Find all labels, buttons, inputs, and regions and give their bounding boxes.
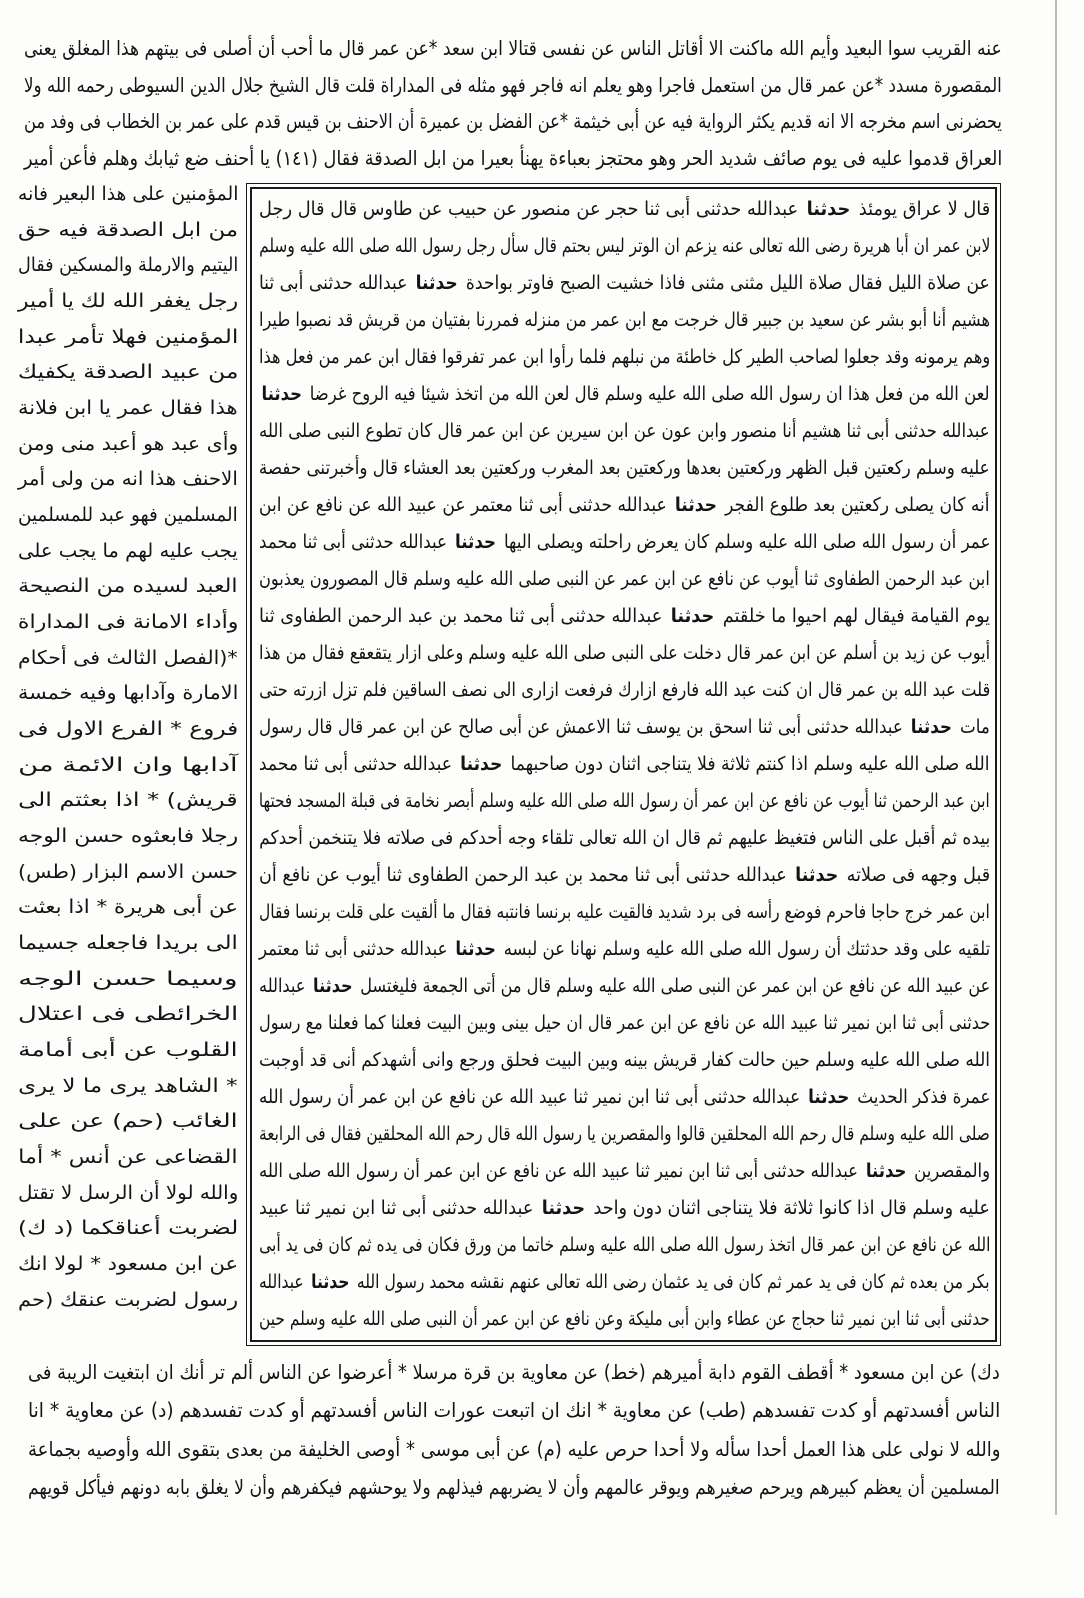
main-line (259, 561, 990, 598)
top-line-text: العراق قدموا عليه فى يوم صائف شديد الحر وهو محتجز بعباءة يهنأ بعيرا من ابل الصدقة فقال (١٤١) يا أحنف ضع ثيابك وهلم فأعن أمير (23, 145, 1003, 170)
margin-line-text: وأداء الامانة فى المداراة (17, 611, 238, 634)
main-line (259, 191, 990, 228)
haddathana-marker: حدثنا (454, 531, 496, 553)
main-line (259, 968, 990, 1005)
main-line (259, 635, 990, 672)
main-line-text: الله عن نافع عن ابن عمر قال اتخذ رسول الله صلى الله عليه وسلم خاتما من ورق فكان فى يده ثم كان فى يد أبى (258, 1234, 990, 1256)
main-text-block (259, 191, 990, 1338)
main-line (259, 931, 990, 968)
margin-line-text: من عبيد الصدقة يكفيك (17, 361, 238, 384)
main-line (259, 524, 990, 561)
margin-line-text: الى بريدا فاجعله جسيما (18, 932, 238, 955)
margin-line-text: آدابها وان الائمة من (18, 753, 238, 776)
main-line (259, 450, 990, 487)
margin-line-text: الامارة وآدابها وفيه خمسة (17, 682, 238, 705)
haddathana-marker: حدثنا (460, 753, 503, 775)
main-line (259, 1116, 990, 1153)
bottom-line-text: دك) عن ابن مسعود * أقطف القوم دابة أميرهم (خط) عن معاوية بن قرة مرسلا * أعرضوا عن الناس ألم تر أنك ان ابتغيت الريبة فى (28, 1360, 1000, 1384)
haddathana-marker: حدثنا (541, 1197, 586, 1219)
haddathana-marker: حدثنا (865, 1160, 907, 1182)
main-line-text: بكر من بعده ثم كان فى يد عمر ثم كان فى يد عثمان رضى الله تعالى عنهم نقشه محمد رسول الله حدثنا عبدالله (259, 1271, 990, 1293)
main-line-text: قال لا عراق يومئذ حدثنا عبدالله حدثنى أبى ثنا حجر عن منصور عن حبيب عن طاوس قال قال رجل (258, 198, 990, 220)
margin-line-text: * الشاهد يرى ما لا يرى (18, 1074, 238, 1097)
top-line (24, 30, 1002, 67)
top-margin-text-block (24, 30, 1002, 176)
bottom-line (28, 1468, 1000, 1506)
top-line (24, 103, 1002, 140)
bottom-line-text: المسلمين أن يعظم كبيرهم ويرحم صغيرهم ويوقر عالمهم وأن لا يضربهم فيذلهم ولا يوحشهم فيكفرهم وأن لا يغلق بابه دونهم فيأكل قويهم (28, 1474, 1000, 1499)
main-line-text: أيوب عن زيد بن أسلم عن ابن عمر قال دخلت على النبى صلى الله عليه وسلم وعلى ازار يتقعقع فقال من هذا (258, 642, 990, 664)
margin-line-text: وأى عبد هو أعبد منى ومن (17, 432, 238, 455)
main-line (259, 672, 990, 709)
main-line-text: ابن عبد الرحمن ثنا أيوب عن نافع عن ابن عمر أن رسول الله صلى الله عليه وسلم أبصر نخامة فى قبلة المسجد فحتها (259, 790, 990, 812)
main-line (259, 894, 990, 931)
scan-edge-line (1055, 0, 1057, 1515)
margin-line-text: القضاعى عن أنس * أما (18, 1146, 238, 1169)
main-line-text: ابن عمر خرج حاجا فاحرم فوضع رأسه فى برد شديد فالقيت عليه برنسا فانتبه فقال ما ألقيت على قلت برنسا فقال (259, 901, 990, 923)
margin-line-text: وسيما حسن الوجه (18, 967, 238, 990)
bottom-margin-text-block (28, 1353, 1000, 1506)
main-line (259, 228, 990, 265)
main-line-text: قبل وجهه فى صلاته حدثنا عبدالله حدثنى أبى ثنا محمد بن عبد الرحمن الطفاوى ثنا أيوب عن نافع أن (258, 864, 990, 886)
main-line-text: لعن الله من فعل هذا ان رسول الله صلى الله عليه وسلم قال لعن الله من اتخذ شيئا فيه الروح غرضا حدثنا (259, 376, 990, 413)
haddathana-marker: حدثنا (455, 938, 496, 960)
main-line-text: وهم يرمونه وقد جعلوا لصاحب الطير كل خاطئة من نبلهم فلما رأوا ابن عمر تفرقوا فقال ابن عمر من فعل هذا (258, 346, 990, 368)
haddathana-marker: حدثنا (675, 494, 718, 516)
main-line-text: بيده ثم أقبل على الناس فتغيظ عليهم ثم قال ان الله تعالى تلقاء وجه أحدكم فى صلاته فلا يتنخمن أحدكم (258, 827, 990, 849)
main-line-text: هشيم أنا أبو بشر عن سعيد بن جبير قال خرجت مع ابن عمر من منزله فمررنا بفتيان من قريش قد نصبوا طيرا (258, 309, 990, 331)
margin-line-text: من ابل الصدقة فيه حق (17, 218, 238, 241)
margin-line-text: الخرائطى فى اعتلال (17, 1003, 238, 1026)
haddathana-marker: حدثنا (807, 1086, 849, 1108)
margin-line-text: *(الفصل الثالث فى أحكام (18, 646, 238, 669)
margin-line-text: قريش) * اذا بعثتم الى (18, 789, 238, 812)
haddathana-marker: حدثنا (312, 975, 353, 997)
margin-line-text: هذا فقال عمر يا ابن فلانة (18, 397, 238, 420)
main-line (259, 1264, 990, 1301)
main-line-text: قلت عبد الله بن عمر قال ان كنت عبد الله فارفع ازارك فرفعت ازارى الى نصف الساقين فلم تزل ازرته حتى (258, 679, 990, 701)
main-line (259, 783, 990, 820)
top-line (24, 140, 1002, 177)
main-line-text: لابن عمر ان أبا هريرة رضى الله تعالى عنه يزعم ان الوتر ليس بحتم قال سأل رجل رسول الله صلى الله عليه وسلم (258, 235, 990, 257)
haddathana-marker: حدثنا (910, 716, 953, 738)
margin-line-text: حسن الاسم البزار (طس) (18, 860, 238, 883)
haddathana-marker: حدثنا (806, 198, 851, 220)
main-line-text: يوم القيامة فيقال لهم احيوا ما خلقتم حدثنا عبدالله حدثنى أبى ثنا محمد بن عبد الرحمن الطفاوى ثنا (258, 605, 990, 627)
bottom-line (28, 1353, 1000, 1391)
top-line (24, 67, 1002, 104)
margin-line-text: عن ابن مسعود * لولا انك (17, 1253, 238, 1276)
margin-line-text: المؤمنين فهلا تأمر عبدا (17, 325, 238, 348)
bottom-line (28, 1430, 1000, 1468)
top-line-text: عنه القريب سوا البعيد وأيم الله ماكنت الا أقاتل الناس عن نفسى قتالا ابن سعد *عن عمر قال ما أحب أن أصلى فى بيتهم هذا المغلق يعنى (24, 36, 1002, 60)
margin-line-text: اليتيم والارملة والمسكين فقال (17, 254, 238, 277)
main-line (259, 598, 990, 635)
main-line-text: الله صلى الله عليه وسلم اذا كنتم ثلاثة فلا يتناجى اثنان دون صاحبهما حدثنا عبدالله حدثنى أبى ثنا محمد (259, 753, 990, 775)
margin-line-text: العبد لسيده من النصيحة (18, 575, 238, 598)
main-line-text: صلى الله عليه وسلم قال رحم الله المحلقين قالوا والمقصرين يا رسول الله قال رحم الله المحلقين فقال فى الرابعة (259, 1123, 990, 1145)
margin-line-text: عن أبى هريرة * اذا بعثت (18, 896, 238, 919)
main-line-text: حدثنى أبى ثنا ابن نمير ثنا عبيد الله عن نافع عن ابن عمر قال ان حيل بينى وبين البيت فعلنا كما فعلنا مع رسول (258, 1012, 990, 1034)
main-line-text: مات حدثنا عبدالله حدثنى أبى ثنا اسحق بن يوسف ثنا الاعمش عن أبى صالح عن ابن عمر قال قال رسول (259, 716, 990, 738)
margin-line-text: رجل يغفر الله لك يا أمير (17, 290, 238, 313)
margin-line-text: الغائب (حم) عن على (18, 1110, 238, 1133)
main-line (259, 265, 990, 302)
main-line (259, 1153, 990, 1190)
margin-line-text: يجب عليه لهم ما يجب على (18, 539, 238, 562)
main-line (259, 339, 990, 376)
main-line-text: عليه وسلم ركعتين قبل الظهر وركعتين بعدها وركعتين بعد المغرب وركعتين بعد العشاء قال وأخبرتنى حفصة (259, 457, 990, 479)
main-line (259, 376, 990, 413)
main-line-text: عمرة فذكر الحديث حدثنا عبدالله حدثنى أبى ثنا ابن نمير ثنا عبيد الله عن نافع عن ابن عمر أن رسول الله (258, 1086, 990, 1108)
main-line-text: أنه كان يصلى ركعتين بعد طلوع الفجر حدثنا عبدالله حدثنى أبى ثنا معتمر عن عبيد الله عن نافع عن ابن (259, 494, 990, 516)
main-line (259, 1005, 990, 1042)
main-line-text: عن عبيد الله عن نافع عن ابن عمر عن النبى صلى الله عليه وسلم قال من أتى الجمعة فليغتسل حدثنا عبدالله (258, 975, 991, 997)
haddathana-marker: حدثنا (415, 272, 458, 294)
bottom-line (28, 1391, 1000, 1429)
main-line (259, 1079, 990, 1116)
main-line-text: ابن عبد الرحمن الطفاوى ثنا أيوب عن نافع عن ابن عمر عن النبى صلى الله عليه وسلم قال المصورون يعذبون (259, 568, 990, 590)
margin-line-text: المؤمنين على هذا البعير فانه (17, 183, 238, 205)
main-line-text: تلقيه على وقد حدثتك أن رسول الله صلى الله عليه وسلم نهانا عن لبسه حدثنا عبدالله حدثنى أبى ثنا معتمر (258, 938, 990, 960)
main-line-text: عمر أن رسول الله صلى الله عليه وسلم كان يعرض راحلته ويصلى اليها حدثنا عبدالله حدثنى أبى ثنا محمد (258, 531, 990, 553)
main-line (259, 709, 990, 746)
margin-line-text: الاحنف هذا انه من ولى أمر (18, 468, 238, 491)
main-line (259, 857, 990, 894)
main-line (259, 302, 990, 339)
margin-line-text: القلوب عن أبى أمامة (18, 1039, 238, 1062)
main-line (259, 746, 990, 783)
margin-line-text: فروع * الفرع الاول فى (17, 718, 238, 741)
margin-line (18, 177, 238, 213)
bottom-line-text: والله لا نولى على هذا العمل أحدا سأله ولا أحدا حرص عليه (م) عن أبى موسى * أوصى الخليفة من بعدى بتقوى الله وأوصيه بجماعة (27, 1436, 1000, 1461)
main-line (259, 1301, 990, 1338)
main-line (259, 820, 990, 857)
main-line-text: الله صلى الله عليه وسلم حين حالت كفار قريش بينه وبين البيت فحلق ورجع وانى أشهدكم أنى قد أوجبت (259, 1049, 990, 1071)
margin-line-text: رجلا فابعثوه حسن الوجه (17, 825, 238, 848)
main-line-text: حدثنى أبى ثنا ابن نمير ثنا حجاج عن عطاء وابن أبى مليكة وعن نافع عن ابن عمر أن النبى صلى الله عليه وسلم حين (259, 1308, 990, 1330)
bottom-line-text: الناس أفسدتهم أو كدت تفسدهم (طب) عن معاوية * انك ان اتبعت عورات الناس أفسدتهم أو كدت تفسدهم (د) عن معاوية * انا (27, 1398, 1000, 1423)
main-line-text: عبدالله حدثنى أبى ثنا هشيم أنا منصور وابن عون عن ابن سيرين عن ابن عمر قال كان تطوع النبى صلى الله (259, 420, 990, 442)
main-line (259, 1190, 990, 1227)
top-line-text: يحضرنى اسم مخرجه الا انه قديم يكثر الرواية فيه عن أبى خيثمة *عن الفضل بن عميرة أن الاحنف بن قيس قدم على عمر بن الخطاب فى وفد من (24, 109, 1002, 133)
haddathana-marker: حدثنا (311, 1271, 350, 1293)
main-line-text: عن صلاة الليل فقال صلاة الليل مثنى مثنى فاذا خشيت الصبح فاوتر بواحدة حدثنا عبدالله حدثنى أبى ثنا (259, 272, 991, 294)
main-line (259, 413, 990, 450)
margin-line-text: لضربت أعناقكما (د ك) (17, 1217, 238, 1240)
main-line-text: والمقصرين حدثنا عبدالله حدثنى أبى ثنا ابن نمير ثنا عبيد الله عن نافع عن ابن عمر أن رسول الله صلى الله (258, 1160, 990, 1182)
top-line-text: المقصورة مسدد *عن عمر قال من استعمل فاجرا وهو يعلم انه فاجر فهو مثله فى المداراة قلت قال الشيخ جلال الدين السيوطى رحمه الله ولا (24, 72, 1002, 97)
main-line (259, 487, 990, 524)
margin-line-text: المسلمين فهو عبد للمسلمين (18, 504, 238, 527)
haddathana-marker: حدثنا (670, 605, 715, 627)
main-line-text: عليه وسلم قال اذا كانوا ثلاثة فلا يتناجى اثنان دون واحد حدثنا عبدالله حدثنى أبى ثنا ابن نمير ثنا عبيد (259, 1197, 990, 1219)
margin-line-text: والله لولا أن الرسل لا تقتل (17, 1181, 238, 1204)
haddathana-marker: حدثنا (262, 383, 303, 405)
haddathana-marker: حدثنا (794, 864, 839, 886)
main-line (259, 1042, 990, 1079)
main-line (259, 1227, 990, 1264)
margin-line-text: رسول لضربت عنقك (حم (17, 1288, 238, 1311)
